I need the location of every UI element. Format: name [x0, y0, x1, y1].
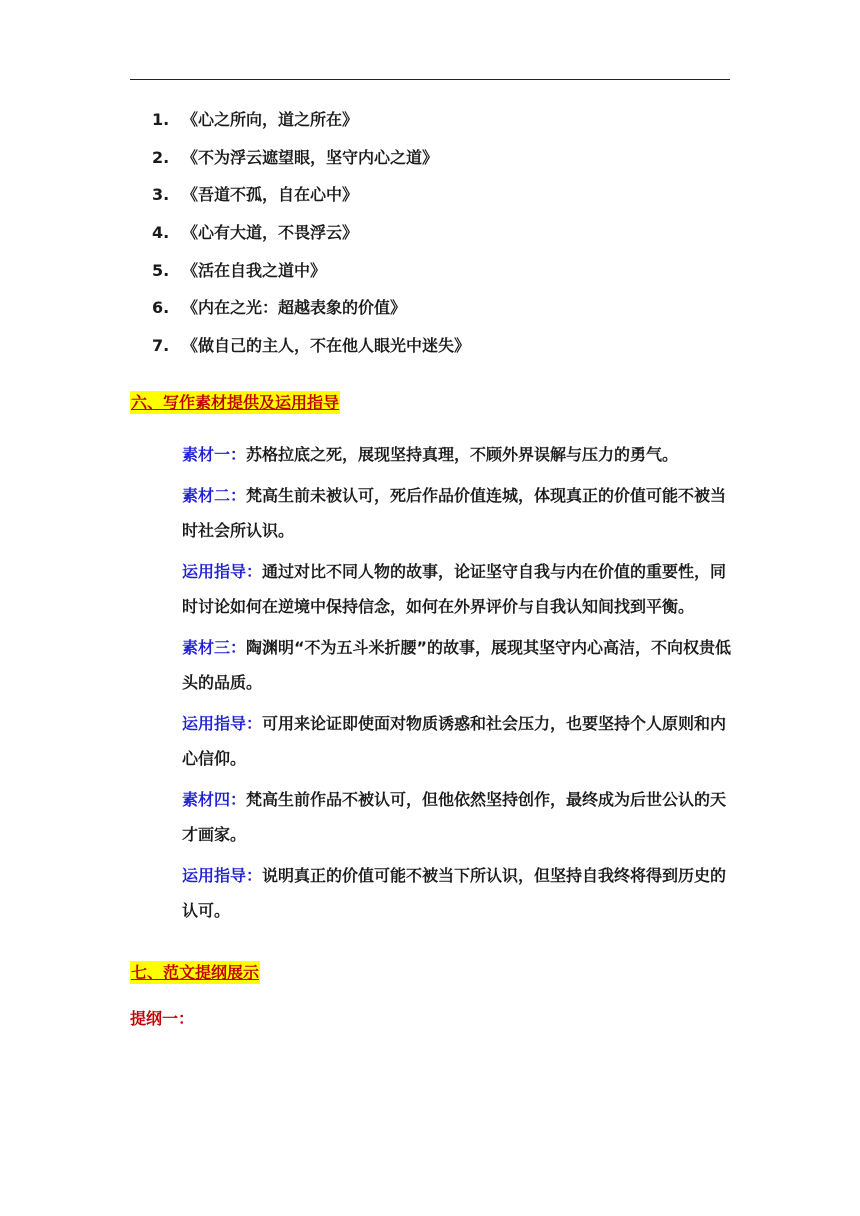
title-text: 《做自己的主人，不在他人眼光中迷失》: [182, 336, 471, 356]
material-paragraph: 素材三：陶渊明“不为五斗米折腰”的故事，展现其坚守内心高洁，不向权贵低头的品质。: [182, 638, 732, 692]
list-item: 4. 《心有大道，不畏浮云》: [152, 223, 359, 243]
material-label: 素材四：: [182, 790, 247, 809]
guide-paragraph: 运用指导：说明真正的价值可能不被当下所认识，但坚持自我终将得到历史的认可。: [182, 866, 727, 920]
guide-label: 运用指导：: [182, 866, 263, 885]
material-label: 素材三：: [182, 638, 247, 657]
section-heading-materials: 六、写作素材提供及运用指导: [131, 393, 340, 412]
guide-paragraph: 运用指导：可用来论证即使面对物质诱惑和社会压力，也要坚持个人原则和内心信仰。: [182, 714, 727, 768]
title-text: 《内在之光：超越表象的价值》: [182, 298, 407, 318]
list-item: 5. 《活在自我之道中》: [152, 260, 327, 280]
list-item: 6. 《内在之光：超越表象的价值》: [152, 298, 407, 318]
material-paragraph: 素材二：梵高生前未被认可，死后作品价值连城，体现真正的价值可能不被当时社会所认识。: [182, 486, 727, 540]
materials-block: [182, 437, 734, 934]
header-rule: [130, 79, 730, 80]
title-text: 《心有大道，不畏浮云》: [182, 223, 359, 243]
title-text: 《活在自我之道中》: [182, 260, 327, 280]
list-item: 3. 《吾道不孤，自在心中》: [152, 185, 359, 205]
title-text: 《不为浮云遮望眼，坚守内心之道》: [182, 147, 439, 167]
section-heading-outline: 七、范文提纲展示: [131, 963, 260, 982]
material-paragraph: 素材一：苏格拉底之死，展现坚持真理，不顾外界误解与压力的勇气。: [182, 445, 679, 464]
guide-label: 运用指导：: [182, 714, 263, 733]
guide-paragraph: 运用指导：通过对比不同人物的故事，论证坚守自我与内在价值的重要性，同时讨论如何在逆境中保持信念，如何在外界评价与自我认知间找到平衡。: [182, 562, 727, 616]
title-list: [152, 101, 470, 365]
title-text: 《吾道不孤，自在心中》: [182, 185, 359, 205]
outline-label: 提纲一：: [130, 1009, 195, 1028]
list-item: 2. 《不为浮云遮望眼，坚守内心之道》: [152, 147, 439, 167]
title-text: 《心之所向，道之所在》: [182, 110, 359, 129]
material-paragraph: 素材四：梵高生前作品不被认可，但他依然坚持创作，最终成为后世公认的天才画家。: [182, 790, 727, 844]
guide-label: 运用指导：: [182, 562, 263, 581]
list-item: 7. 《做自己的主人，不在他人眼光中迷失》: [152, 336, 471, 356]
material-label: 素材二：: [182, 486, 247, 505]
list-item: 1. 《心之所向，道之所在》: [152, 110, 359, 129]
material-label: 素材一：: [182, 445, 247, 464]
